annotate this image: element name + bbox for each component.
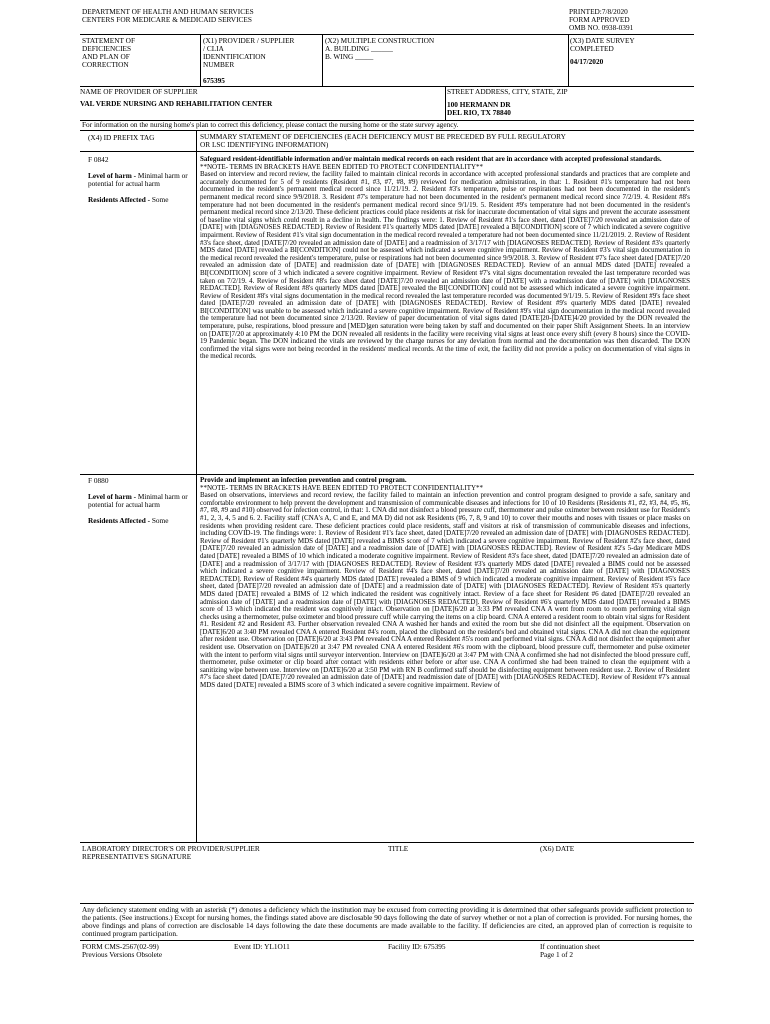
address-line-1: 100 HERMANN DR	[447, 100, 511, 109]
survey-date-value: 04/17/2020	[570, 57, 604, 66]
deficiency-title: Safeguard resident-identifiable information and/or maintain medical records on each resident that are in accordance with accepted professional standards.	[200, 155, 662, 163]
form-info	[569, 8, 699, 32]
multiple-construction: (X2) MULTIPLE CONSTRUCTION A. BUILDING ______ B. WING _____	[325, 36, 435, 61]
department-heading	[82, 8, 382, 24]
harm-level: Level of harm - Minimal harm or potential for actual harm	[88, 492, 188, 509]
signature-label: LABORATORY DIRECTOR'S OR PROVIDER/SUPPLIER REPRESENTATIVE'S SIGNATURE	[82, 844, 260, 861]
residents-affected: Residents Affected - Some	[88, 516, 169, 525]
deficiency-2-body	[200, 477, 690, 690]
provider-id-value: 675395	[203, 76, 225, 85]
deficiency-1-left	[88, 156, 192, 204]
deficiency-2-left	[88, 477, 192, 525]
survey-date-label: (X3) DATE SURVEY COMPLETED	[570, 36, 635, 53]
form-number: FORM CMS-2567(02-99) Previous Versions Obsolete	[82, 942, 163, 959]
residents-affected: Residents Affected - Some	[88, 195, 169, 204]
deficiency-text: Based on interview and record review, the facility failed to maintain clinical records in accordance with accepted professional standards and practices that are complete and accurately documented for 5 of 9 residents (Resident #1, #3, #7, #8, #9) reviewed for medication administration, in that: 1. Resident #1's temperature had not been documented in the resident's permanent medical record since 11/21/19. 2. Resident #3's temperature, pulse or respirations had not been documented in the resident's permanent medical record since 9/9/2018. 3. Resident #7's temperature had not been documented in the resident's permanent medical record since 7/2/19. 4. Resident #8's temperature had not been documented in the resident's permanent medical record since 9/1/19. 5. Resident #9's temperature had not been documented in the resident's permanent medical record since 2/13/20. These deficient practices could place residents at risk for inaccurate documentation of vital signs and prevent the accurate assessment of baseline vital signs which could result in a decline in health. The findings were: 1. Review of Resident #1's face sheet, dated [DATE]7/20 revealed an admission date of [DATE] with [DIAGNOSES REDACTED]. Review of Resident #1's quarterly MDS dated [DATE] revealed a BI[CONDITION] score of 7 which indicated a severe cognitive impairment. Review of Resident #1's vital sign documentation in the medical record revealed a temperature had not been documented since 11/21/2019. 2. Review of Resident #3's face sheet, dated [DATE]7/20 revealed an admission date of [DATE] and a readmission of 3/17/17 with [DIAGNOSES REDACTED]. Review of Resident #3's quarterly MDS dated [DATE] revealed a BI[CONDITION] could not be assessed which indicated a severe cognitive impairment. Review of Resident #3's vital sign documentation in the medical record revealed the resident's temperature, pulse or respirations had not been documented since 9/9/2018. 3. Review of Resident #7's face sheet dated [DATE]7/20 revealed an admission date of [DATE] and readmission date of [DATE] with [DIAGNOSES REDACTED]. Review of an annual MDS dated [DATE] revealed a BI[CONDITION] score of 3 which indicated a severe cognitive impairment. Review of Resident #7's vital signs documentation revealed the last temperature recorded was taken on 7/2/19. 4. Review of Resident #8's face sheet dated [DATE]7/20 revealed an admission date of [DATE] with a readmission date of [DATE] with [DIAGNOSES REDACTED]. Review of Resident #8's quarterly MDS dated [DATE] revealed the BI[CONDITION] could not be assessed which indicated a severe cognitive impairment. Review of Resident #8's vital signs documentation in the medical record revealed the last temperature recorded was documented 9/1/19. 5. Review of Resident #9's face sheet dated [DATE]7/20 revealed an admission date of [DATE] with [DIAGNOSES REDACTED]. Review of Resident #9's quarterly MDS dated [DATE] revealed BI[CONDITION] was unable to be assessed which indicated a severe cognitive impairment. Review of Resident #9's vital sign documentation in the medical record revealed the temperature had not been documented since 2/13/20. Review of paper documentation of vital signs dated [DATE]20-[DATE]4/20 provided by the DON revealed the temperature, pulse, respirations, blood pressure and [MED]gen saturation were being taken by staff and documented on their paper Shift Assignment Sheets. In an interview on [DATE]7/20 at approximately 4:10 PM the DON revealed all residents in the facility were receiving vital signs at least once every shift (every 8 hours) since the COVID-19 Pandemic began. The DON indicated the vitals are reviewed by the charge nurses for any deviation from normal and the documentation was then discarded. The DON confirmed the vital signs were not being recorded in the residents' medical records. At the time of exit, the facility did not provide a policy on documentation of vital signs in the medical records.	[200, 170, 690, 361]
summary-header: SUMMARY STATEMENT OF DEFICIENCIES (EACH DEFICIENCY MUST BE PRECEDED BY FULL REGULATORY OR LSC IDENTIFYING INFORMATION)	[200, 132, 566, 149]
deficiency-note: **NOTE- TERMS IN BRACKETS HAVE BEEN EDITED TO PROTECT CONFIDENTIALITY**	[200, 162, 484, 171]
harm-level: Level of harm - Minimal harm or potential for actual harm	[88, 171, 188, 188]
info-line: For information on the nursing home's plan to correct this deficiency, please contact the nursing home or the state survey agency.	[82, 120, 459, 129]
deficiency-1-body	[200, 156, 690, 361]
form-approved: FORM APPROVED	[569, 15, 630, 24]
deficiency-note: **NOTE- TERMS IN BRACKETS HAVE BEEN EDITED TO PROTECT CONFIDENTIALITY**	[200, 483, 484, 492]
printed-date: PRINTED:7/8/2020	[569, 7, 628, 16]
provider-name-label: NAME OF PROVIDER OF SUPPLIER	[80, 87, 198, 96]
provider-id-label: (X1) PROVIDER / SUPPLIER / CLIA IDENNTIFICATION NUMBER	[203, 36, 295, 69]
statement-label: STATEMENT OF DEFICIENCIES AND PLAN OF CORRECTION	[82, 36, 135, 69]
provider-name: VAL VERDE NURSING AND REHABILITATION CENTER	[80, 99, 273, 108]
event-id: Event ID: YL1O11	[234, 942, 290, 951]
title-label: TITLE	[388, 844, 409, 853]
deficiency-title: Provide and implement an infection prevention and control program.	[200, 476, 407, 484]
deficiency-tag: F 0842	[88, 155, 109, 164]
deficiency-tag: F 0880	[88, 476, 109, 485]
address-line-2: DEL RIO, TX 78840	[447, 108, 511, 117]
disclaimer: Any deficiency statement ending with an asterisk (*) denotes a deficiency which the institution may be excused from correcting providing it is determined that other safeguards provide sufficient protection to the patients. (See instructions.) Except for nursing homes, the findings stated above are disclosable 90 days following the date of survey whether or not a plan of correction is provided. For nursing homes, the above findings and plans of correction are disclosable 14 days following the date these documents are made available to the facility. If deficiencies are cited, an approved plan of correction is requisite to continued program participation.	[82, 905, 692, 938]
continuation-note: If continuation sheet Page 1 of 2	[540, 942, 600, 959]
id-prefix-header: (X4) ID PREFIX TAG	[88, 133, 155, 142]
deficiency-text: Based on observations, interviews and record review, the facility failed to maintain an infection prevention and control program designed to provide a safe, sanitary and comfortable environment to help prevent the development and transmission of communicable diseases and infections for 10 of 10 Residents (Residents #1, #2, #3, #4, #5, #6, #7, #8, #9 and #10) observed for infection control, in that: 1. CNA did not disinfect a blood pressure cuff, thermometer and pulse oximeter between resident use for Resident's #1, 2, 3, 4, 5 and 6. 2. Facility staff (CNA's A, C and E, and MA D) did not ask Residents (#6, 7, 8, 9 and 10) to cover their mouths and noses with tissues or place masks on residents when providing resident care. These deficient practices could place residents, staff and visitors at risk of transmission of communicable diseases and infections, including COVID-19. The findings were: 1. Review of Resident #1's face sheet, dated [DATE]7/20 revealed an admission date of [DATE] with [DIAGNOSES REDACTED]. Review of Resident #1's quarterly MDS dated [DATE] revealed a BIMS score of 7 which indicated a severe cognitive impairment. Review of Resident #2's face sheet, dated [DATE]7/20 revealed an admission date of [DATE] and a readmission date of [DATE] with [DIAGNOSES REDACTED]. Review of Resident #2's 5-day Medicare MDS dated [DATE] revealed a BIMS of 10 which indicated a moderate cognitive impairment. Review of Resident #3's face sheet, dated [DATE]7/20 revealed an admission date of [DATE] and a readmission of 3/17/17 with [DIAGNOSES REDACTED]. Review of Resident #3's quarterly MDS dated [DATE] revealed a BIMS could not be assessed which indicated a severe cognitive impairment. Review of Resident #4's face sheet, dated [DATE]7/20 revealed an admission date of [DATE] with [DIAGNOSES REDACTED]. Review of Resident #4's quarterly MDS dated [DATE] revealed a BIMS of 9 which indicated a moderate cognitive impairment. Review of Resident #5's face sheet, dated [DATE]7/20 revealed an admission date of [DATE] and a readmission date of [DATE] with [DIAGNOSES REDACTED]. Review of Resident #5's quarterly MDS dated [DATE] revealed a BIMS of 12 which indicated the resident was cognitively intact. Review of a face sheet for Resident #6 dated [DATE]7/20 revealed an admission date of [DATE] and a readmission date of [DATE] with [DIAGNOSES REDACTED]. Review of Resident #6's quarterly MDS dated [DATE] revealed a BIMS score of 13 which indicated the resident was cognitively intact. Observation on [DATE]6/20 at 3:33 PM revealed CNA A went from room to room performing vital sign checks using a thermometer, pulse oximeter and blood pressure cuff while carrying the items on a clip board. CNA A entered a resident room to obtain vital signs for Resident #1. Resident #2 and Resident #3. Further observation revealed CNA A washed her hands and exited the room but she did not disinfect all the equipment. Observation on [DATE]6/20 at 3:40 PM revealed CNA A entered Resident #4's room, placed the clipboard on the resident's bed and obtained vital signs. CNA A did not clean the equipment after resident use. Observation on [DATE]6/20 at 3:43 PM revealed CNA A entered Resident #5's room and performed vital signs. CNA A did not disinfect the equipment after resident use. Observation on [DATE]6/20 at 3:47 PM revealed CNA A entered Resident #6's room with the clipboard, blood pressure cuff, thermometer and pulse oximeter with the intent to perform vital signs until surveyor intervention. Interview on [DATE]6/20 at 3:47 PM with CNA A confirmed she had not disinfected the blood pressure cuff, thermometer, pulse oximeter or clip board after contact with residents either before or after use. CNA A confirmed she had been trained to clean the equipment with a sanitizing wipe between use. Interview on [DATE]6/20 at 3:50 PM with RN B confirmed staff should be disinfecting equipment between resident use. 2. Review of Resident #7's face sheet dated [DATE]7/20 revealed an admission date of [DATE] and readmission date of [DATE] with [DIAGNOSES REDACTED]. Review of Resident #7's annual MDS dated [DATE] revealed a BIMS score of 3 which indicated a severe cognitive impairment. Review of	[200, 491, 690, 690]
address-label: STREET ADDRESS, CITY, STATE, ZIP	[447, 87, 568, 96]
department-line-2: CENTERS FOR MEDICARE & MEDICAID SERVICES	[82, 15, 252, 24]
facility-id: Facility ID: 675395	[388, 942, 446, 951]
omb-number: OMB NO. 0938-0391	[569, 23, 634, 32]
date-label: (X6) DATE	[540, 844, 575, 853]
department-line-1: DEPARTMENT OF HEALTH AND HUMAN SERVICES	[82, 7, 254, 16]
